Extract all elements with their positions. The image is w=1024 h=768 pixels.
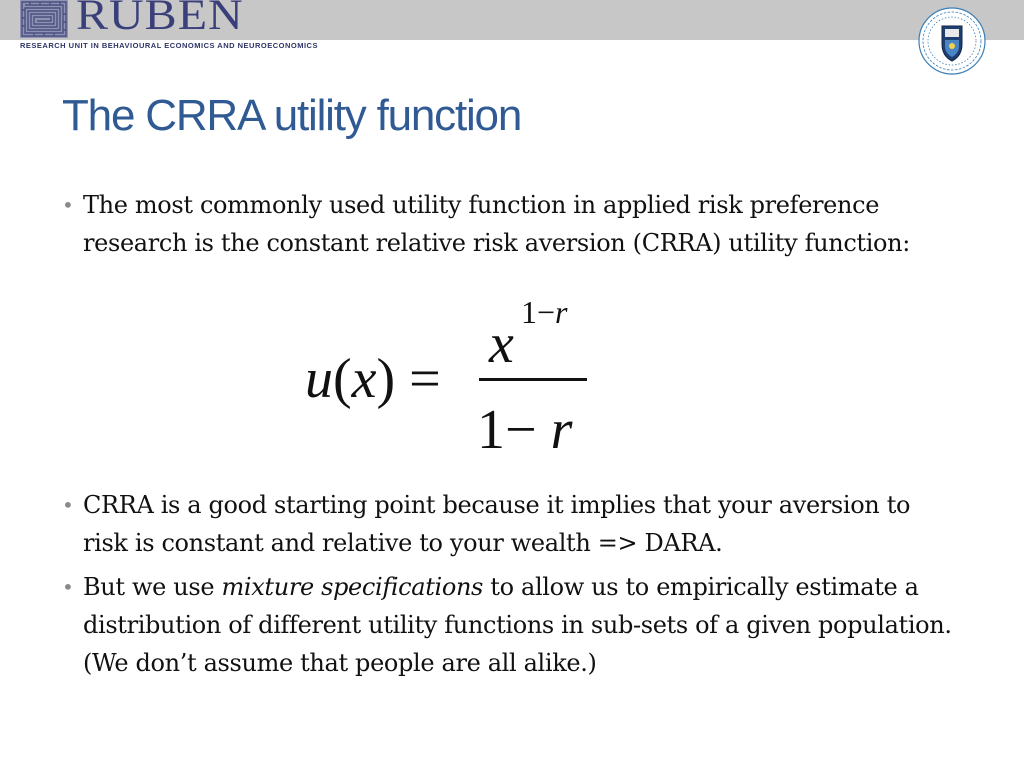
bullet-text: The most commonly used utility function in applied risk preference research is the constant relative risk aversion (CRRA) utility function: bbox=[83, 191, 910, 257]
bullet-glyph: • bbox=[62, 575, 74, 599]
logo-subtitle: RESEARCH UNIT IN BEHAVIOURAL ECONOMICS AND NEUROECONOMICS bbox=[20, 41, 318, 50]
bullet-text: CRRA is a good starting point because it implies that your aversion to risk is constant and relative to your wealth => DARA. bbox=[83, 491, 911, 557]
eq-close-paren: ) bbox=[376, 348, 396, 410]
eq-func: u bbox=[305, 348, 333, 410]
bullet-glyph: • bbox=[62, 493, 74, 517]
equation-exponent bbox=[521, 294, 568, 330]
bullet-text-emphasis: mixture specifications bbox=[221, 573, 484, 601]
bullet-glyph: • bbox=[62, 193, 74, 217]
eq-exp-one: 1 bbox=[521, 294, 537, 330]
bullet-text-end: to allow us to empirically estimate a distribution of different utility functions in sub-sets of a given population. (We don’t assume that people are all alike.) bbox=[83, 573, 952, 677]
ruben-logo bbox=[20, 0, 318, 54]
equation-lhs bbox=[305, 344, 441, 414]
crra-equation bbox=[295, 292, 625, 472]
eq-exp-var: r bbox=[555, 294, 568, 330]
bullet-item bbox=[62, 186, 952, 262]
slide-title: The CRRA utility function bbox=[62, 91, 522, 140]
fraction-bar bbox=[479, 378, 587, 381]
maze-logo-icon bbox=[20, 0, 68, 38]
bullet-item bbox=[62, 486, 952, 562]
university-seal-icon bbox=[912, 6, 992, 76]
bullet-text-start: But we use bbox=[83, 573, 222, 601]
bullet-text bbox=[83, 568, 952, 682]
eq-equals: = bbox=[409, 348, 441, 410]
equation-denominator bbox=[477, 400, 572, 460]
eq-arg: x bbox=[351, 348, 377, 410]
eq-den-var: r bbox=[550, 399, 573, 461]
eq-den-minus: − bbox=[505, 399, 537, 461]
eq-open-paren: ( bbox=[333, 348, 352, 410]
equation-numerator-base: x bbox=[489, 313, 514, 375]
logo-wordmark: RUBEN bbox=[76, 0, 244, 40]
eq-den-one: 1 bbox=[477, 399, 505, 461]
eq-exp-minus: − bbox=[537, 294, 556, 330]
bullet-item bbox=[62, 568, 952, 682]
